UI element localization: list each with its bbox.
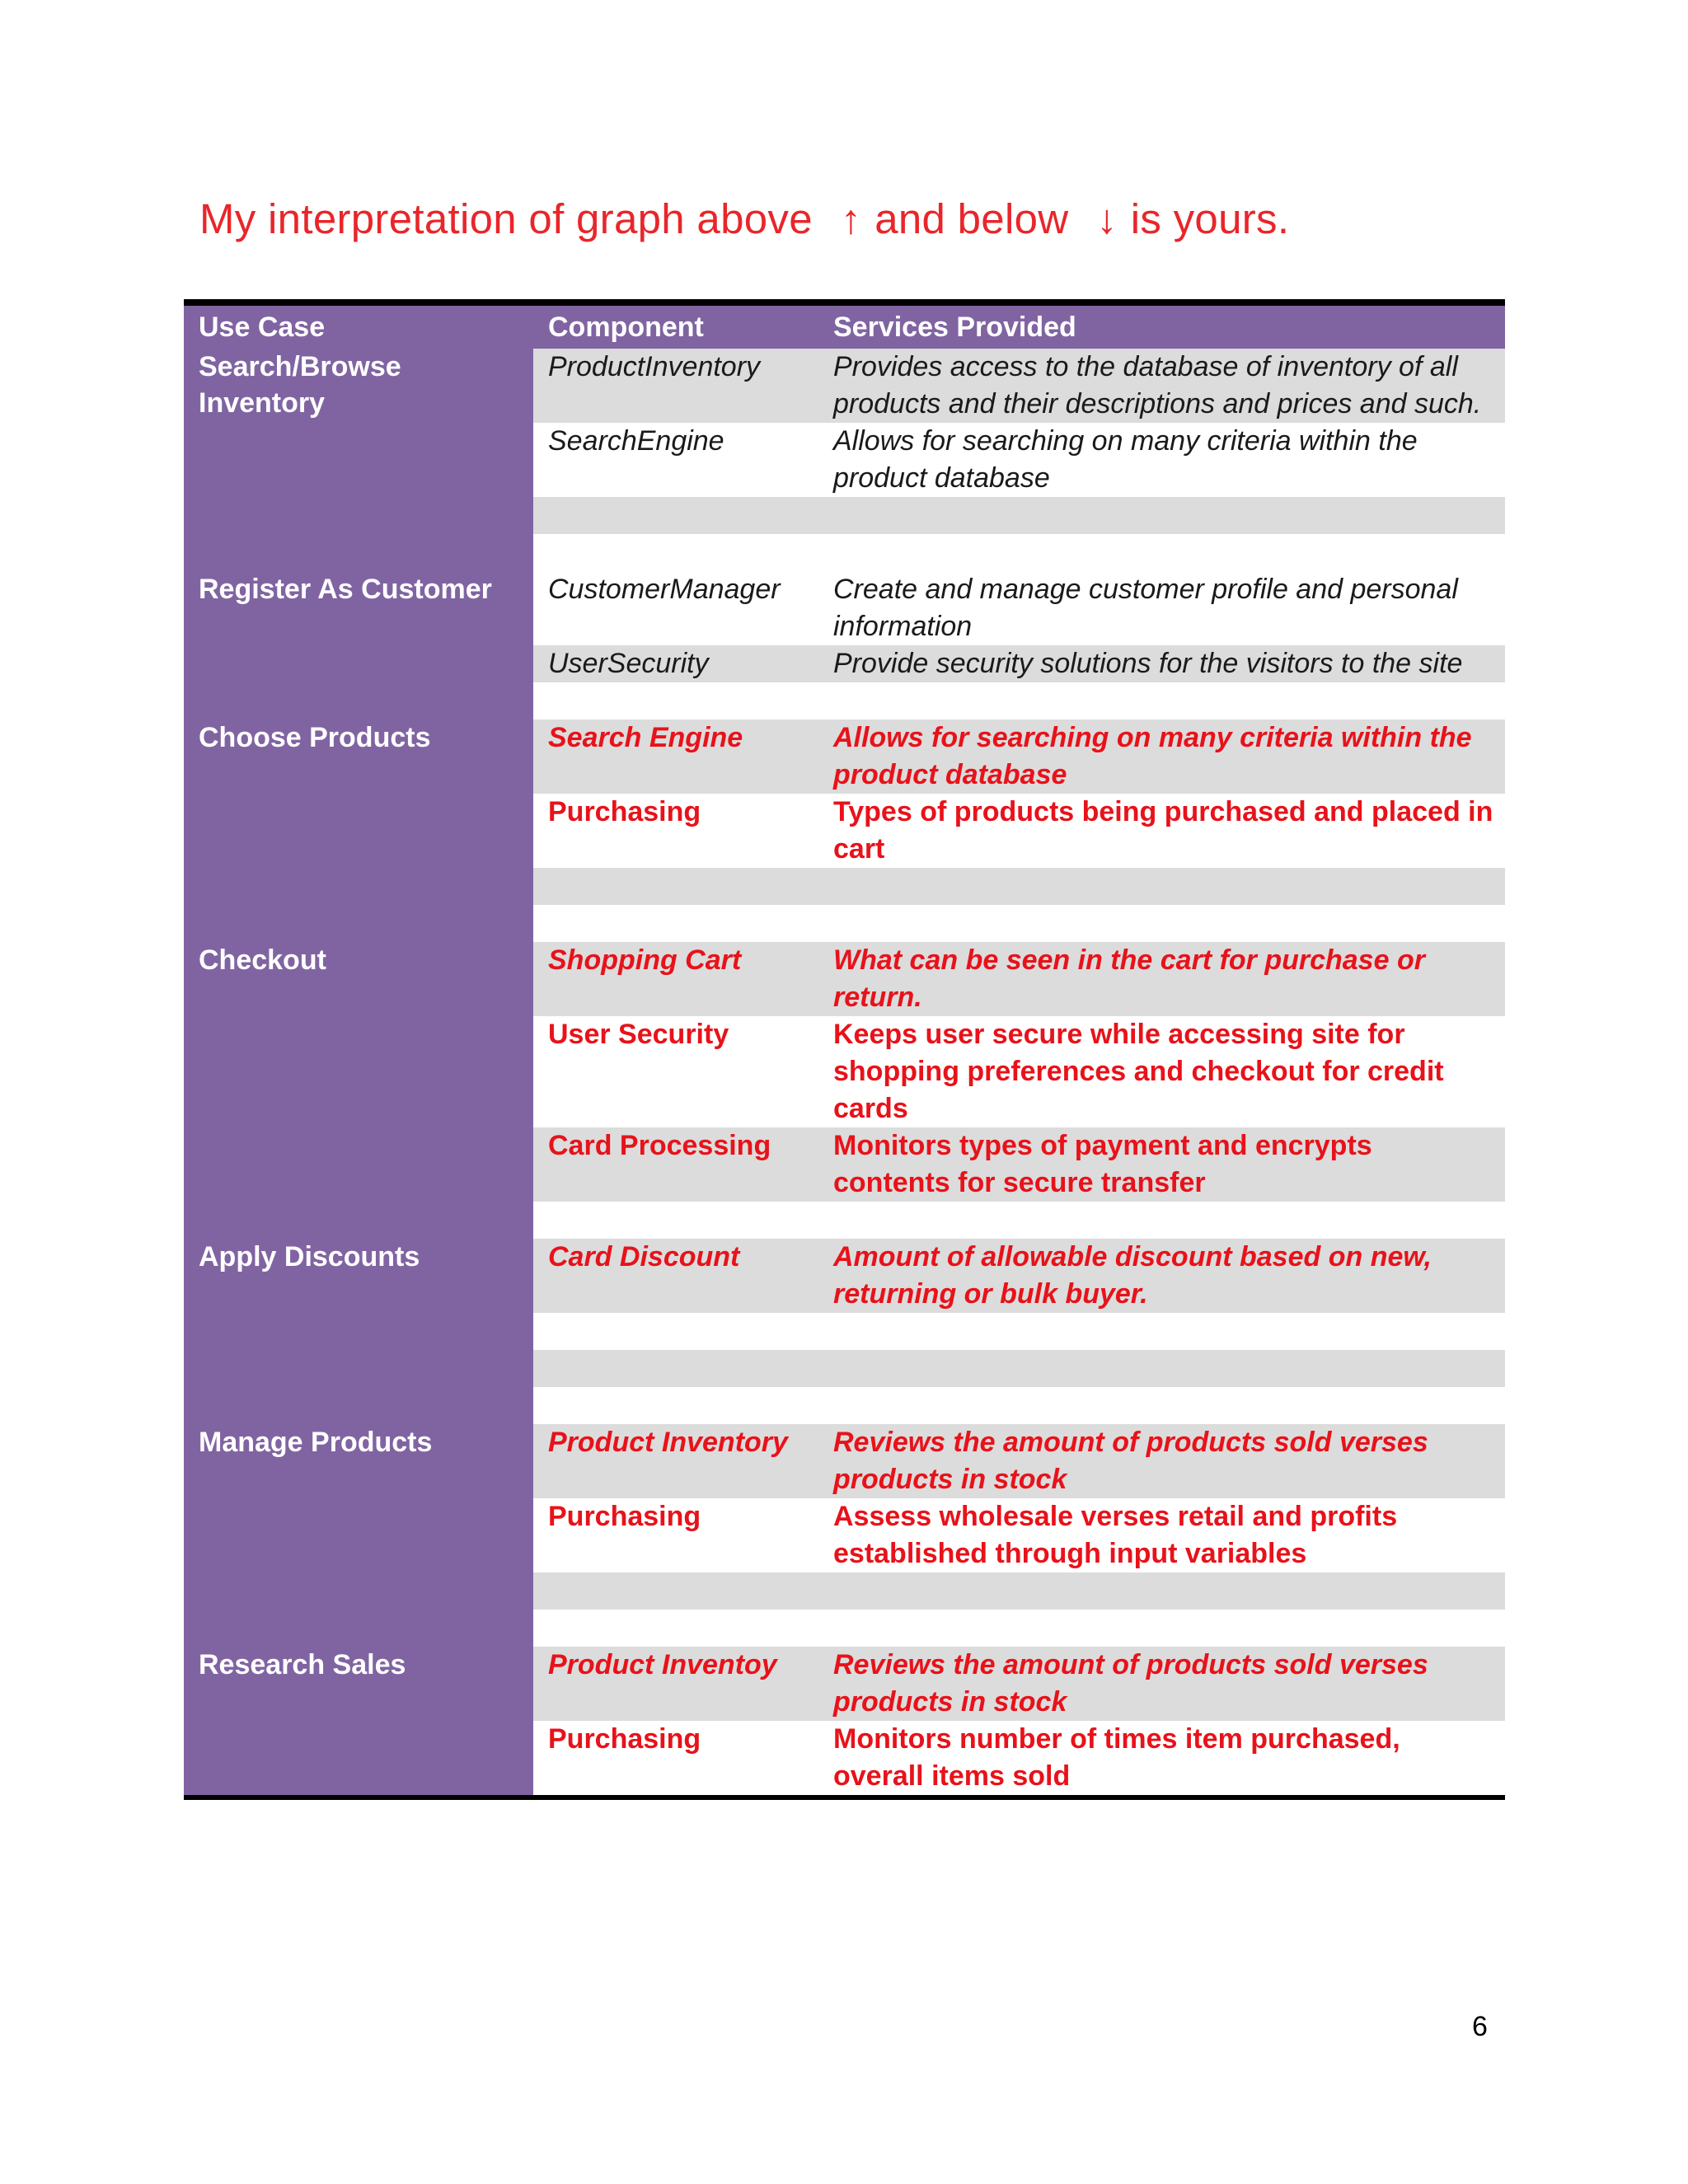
table-row [533, 794, 1505, 868]
spacer-row [533, 534, 1505, 571]
spacer-row [533, 1572, 1505, 1610]
component-cell: UserSecurity [548, 648, 709, 679]
service-cell: Allows for searching on many criteria within the product database [833, 425, 1418, 494]
use-case-cell: Choose Products [184, 719, 533, 942]
spacer-row [533, 682, 1505, 719]
component-rows [533, 1647, 1505, 1795]
component-cell: Purchasing [548, 1501, 701, 1532]
use-case-table [184, 299, 1505, 1800]
component-rows [533, 571, 1505, 719]
component-cell: CustomerManager [548, 574, 781, 605]
header-component: Component [548, 311, 704, 343]
table-row [533, 942, 1505, 1016]
component-cell: Purchasing [548, 796, 701, 827]
service-cell: Allows for searching on many criteria within the product database [833, 722, 1472, 790]
spacer-row [533, 868, 1505, 905]
use-case-group [184, 571, 1505, 719]
service-cell: Keeps user secure while accessing site for shopping preferences and checkout for credit cards [833, 1019, 1444, 1124]
use-case-cell: Research Sales [184, 1647, 533, 1795]
table-row [533, 1424, 1505, 1498]
header-use-case: Use Case [199, 311, 326, 343]
spacer-row [533, 1313, 1505, 1350]
use-case-group [184, 1239, 1505, 1424]
table-row [533, 423, 1505, 497]
heading-text-1: My interpretation of graph above [199, 195, 813, 242]
table-row [533, 1239, 1505, 1313]
arrow-up-icon: ↑ [840, 196, 862, 242]
service-cell: Provides access to the database of inventory of all products and their descriptions and prices and such. [833, 351, 1482, 419]
component-cell: Shopping Cart [548, 944, 742, 976]
component-cell: SearchEngine [548, 425, 724, 457]
service-cell: Types of products being purchased and placed in cart [833, 796, 1493, 865]
spacer-row [533, 497, 1505, 534]
spacer-row [533, 1350, 1505, 1387]
header-services-provided: Services Provided [833, 311, 1076, 343]
service-cell: Monitors number of times item purchased, overall items sold [833, 1723, 1400, 1792]
service-cell: Provide security solutions for the visitors to the site [833, 648, 1463, 679]
table-row [533, 1127, 1505, 1202]
component-cell: Card Discount [548, 1241, 740, 1272]
table-body [184, 349, 1505, 1795]
page-heading [199, 194, 1289, 243]
use-case-cell: Register As Customer [184, 571, 533, 719]
spacer-row [533, 905, 1505, 942]
component-rows [533, 942, 1505, 1239]
service-cell: Assess wholesale verses retail and profits established through input variables [833, 1501, 1398, 1569]
spacer-row [533, 1387, 1505, 1424]
spacer-row [533, 1610, 1505, 1647]
service-cell: Reviews the amount of products sold verses products in stock [833, 1427, 1428, 1495]
service-cell: Create and manage customer profile and personal information [833, 574, 1458, 642]
table-header-row [184, 306, 1505, 349]
table-row [533, 349, 1505, 423]
table-row [533, 719, 1505, 794]
component-rows [533, 1239, 1505, 1424]
component-cell: ProductInventory [548, 351, 761, 382]
service-cell: Monitors types of payment and encrypts contents for secure transfer [833, 1130, 1372, 1198]
component-rows [533, 1424, 1505, 1647]
service-cell: What can be seen in the cart for purchase or return. [833, 944, 1425, 1013]
use-case-group [184, 1647, 1505, 1795]
component-rows [533, 719, 1505, 942]
heading-text-3: is yours. [1130, 195, 1290, 242]
component-rows [533, 349, 1505, 571]
use-case-cell: Checkout [184, 942, 533, 1239]
component-cell: Product Inventoy [548, 1649, 777, 1680]
use-case-cell: Search/Browse Inventory [184, 349, 533, 571]
table-row [533, 1721, 1505, 1795]
table-row [533, 1498, 1505, 1572]
component-cell: Purchasing [548, 1723, 701, 1755]
component-cell: Product Inventory [548, 1427, 788, 1458]
component-cell: User Security [548, 1019, 729, 1050]
page-number: 6 [1472, 2011, 1488, 2042]
service-cell: Reviews the amount of products sold verses products in stock [833, 1649, 1428, 1718]
service-cell: Amount of allowable discount based on new, returning or bulk buyer. [833, 1241, 1432, 1310]
use-case-group [184, 1424, 1505, 1647]
table-row [533, 571, 1505, 645]
table-row [533, 645, 1505, 682]
use-case-group [184, 719, 1505, 942]
table-row [533, 1016, 1505, 1127]
use-case-group [184, 349, 1505, 571]
spacer-row [533, 1202, 1505, 1239]
table-row [533, 1647, 1505, 1721]
use-case-cell: Apply Discounts [184, 1239, 533, 1424]
arrow-down-icon: ↓ [1096, 196, 1118, 242]
use-case-cell: Manage Products [184, 1424, 533, 1647]
use-case-group [184, 942, 1505, 1239]
component-cell: Card Processing [548, 1130, 771, 1161]
component-cell: Search Engine [548, 722, 743, 753]
heading-text-2: and below [874, 195, 1069, 242]
